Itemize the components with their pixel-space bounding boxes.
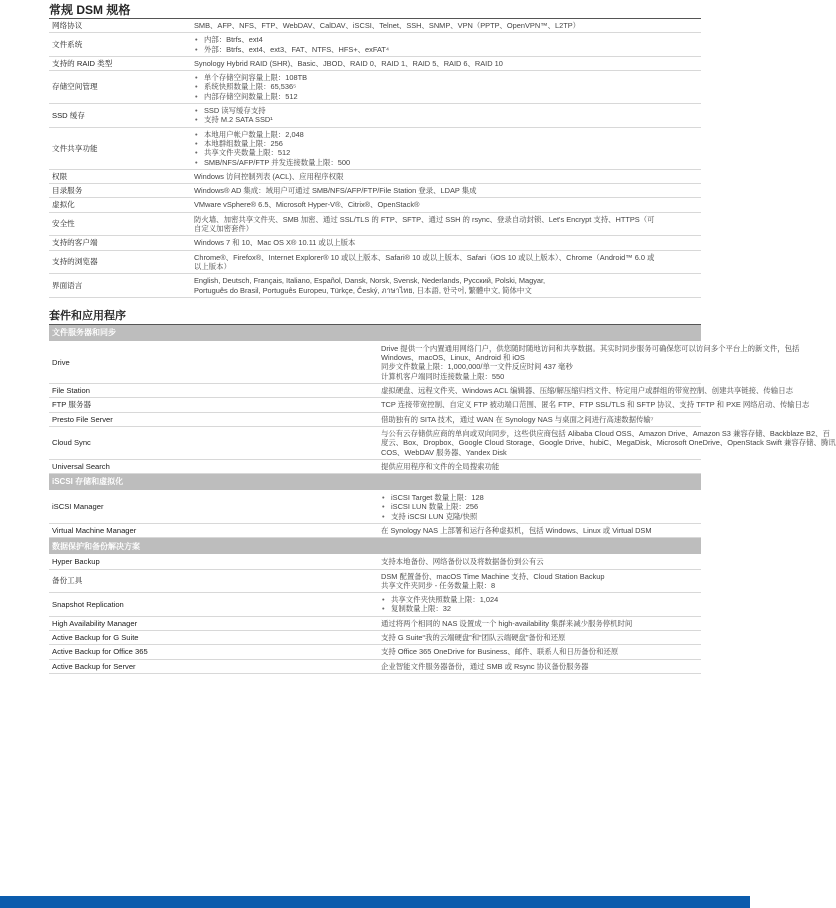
spec-text-line: Windows 访问控制列表 (ACL)、应用程序权限 (194, 171, 344, 181)
spec-row (49, 569, 701, 593)
spec-text-line: TCP 连接带宽控制、自定义 FTP 被动端口范围、匿名 FTP、FTP SSL/TLS 和 SFTP 协议、支持 TFTP 和 PXE 网络启动、传输日志 (381, 400, 810, 410)
spec-row (49, 555, 701, 569)
spec-row (49, 274, 701, 298)
spec-value (375, 491, 701, 524)
category-header (49, 538, 701, 555)
spec-row (49, 212, 701, 236)
spec-label: 备份工具 (49, 569, 375, 593)
spec-text-line: 企业智能文件服务器备份，通过 SMB 或 Rsync 协议备份服务器 (381, 661, 589, 671)
spec-text-line: 与公有云存储供应商的单向或双向同步，这些供应商包括 Alibaba Cloud OSS、Amazon Drive、Amazon S3 兼容存储、Backblaze B2、百 (381, 428, 830, 438)
spec-row (49, 523, 701, 537)
spec-value (188, 104, 701, 128)
spec-bullet: • 共享文件夹快照数量上限：1,024 (391, 595, 699, 604)
spec-label: SSD 缓存 (49, 104, 188, 128)
spec-value (375, 523, 701, 537)
spec-label: 安全性 (49, 212, 188, 236)
spec-value (188, 212, 701, 236)
spec-bullet-list (194, 35, 699, 54)
spec-text-line: 虚拟硬盘、远程文件夹、Windows ACL 编辑器、压缩/解压缩归档文件、特定用户或群组的带宽控制、创建共享链接、传输日志 (381, 386, 793, 396)
spec-row (49, 71, 701, 104)
spec-text-line: 支持 Office 365 OneDrive for Business、邮件、联系人和日历备份和还原 (381, 647, 619, 657)
spec-bullet: • 内部存储空间数量上限：512 (204, 92, 699, 101)
spec-row (49, 56, 701, 70)
spec-text-line: Drive 提供一个内置通用网络门户，供您随时随地访问和共享数据。其实时同步服务可确保您可以访问多个平台上的新文件，包括 (381, 343, 800, 353)
spec-value (188, 71, 701, 104)
category-label: 数据保护和备份解决方案 (49, 538, 701, 555)
spec-label: 权限 (49, 169, 188, 183)
spec-bullet: • 系统快照数量上限：65,536⁵ (204, 82, 699, 91)
spec-row (49, 593, 701, 617)
spec-value (188, 33, 701, 57)
spec-text-line: Windows、macOS、Linux、Android 和 iOS (381, 353, 525, 363)
spec-value (188, 127, 701, 169)
spec-value (375, 645, 701, 659)
spec-label: 文件共享功能 (49, 127, 188, 169)
spec-label: Universal Search (49, 459, 375, 473)
spec-row (49, 184, 701, 198)
section-title-general-dsm: 常规 DSM 规格 (49, 3, 131, 17)
spec-value (188, 236, 701, 250)
spec-bullet-list (194, 106, 699, 125)
spec-text-line: 以上版本） (194, 261, 231, 271)
spec-page (49, 0, 836, 674)
category-header (49, 325, 701, 342)
spec-row (49, 398, 701, 412)
spec-label: 界面语言 (49, 274, 188, 298)
spec-value (375, 569, 701, 593)
spec-bullet: • 复制数量上限：32 (391, 604, 699, 613)
category-label: iSCSI 存储和虚拟化 (49, 474, 701, 491)
spec-text-line: Chrome®、Firefox®、Internet Explorer® 10 或以上版本、Safari® 10 或以上版本、Safari（iOS 10 或以上版本）、Chrome（Android™ 6.0 或 (194, 252, 655, 262)
spec-label: Cloud Sync (49, 426, 375, 459)
spec-text-line: DSM 配置备份、macOS Time Machine 支持、Cloud Station Backup (381, 571, 605, 581)
spec-bullet: • 外部：Btrfs、ext4、ext3、FAT、NTFS、HFS+、exFAT⁴ (204, 45, 699, 54)
spec-text-line: 支持 G Suite“我的云端硬盘”和“团队云端硬盘”备份和还原 (381, 633, 566, 643)
spec-row (49, 169, 701, 183)
spec-row (49, 127, 701, 169)
spec-label: Drive (49, 341, 375, 383)
spec-value (375, 616, 701, 630)
spec-value (188, 198, 701, 212)
spec-label: 支持的浏览器 (49, 250, 188, 274)
spec-row (49, 426, 701, 459)
spec-label: 文件系统 (49, 33, 188, 57)
spec-row (49, 491, 701, 524)
spec-row (49, 33, 701, 57)
spec-bullet-list (381, 595, 699, 614)
spec-text-line: Windows 7 和 10、Mac OS X® 10.11 或以上版本 (194, 238, 356, 248)
spec-value (188, 19, 701, 33)
spec-label: 存储空间管理 (49, 71, 188, 104)
spec-text-line: 防火墙、加密共享文件夹、SMB 加密、通过 SSL/TLS 的 FTP、SFTP、通过 SSH 的 rsync、登录自动封锁、Let's Encrypt 支持、HTTPS（可 (194, 214, 655, 224)
spec-value (188, 184, 701, 198)
spec-label: High Availability Manager (49, 616, 375, 630)
spec-text-line: 同步文件数量上限：1,000,000/单一文件反应时间 437 毫秒 (381, 362, 573, 372)
spec-label: File Station (49, 384, 375, 398)
spec-bullet: • iSCSI LUN 数量上限：256 (391, 502, 699, 511)
spec-bullet-list (194, 73, 699, 101)
spec-label: FTP 服务器 (49, 398, 375, 412)
spec-text-line: 借助独有的 SITA 技术，通过 WAN 在 Synology NAS 与桌面之间进行高速数据传输⁷ (381, 414, 654, 424)
category-header (49, 474, 701, 491)
spec-text-line: English, Deutsch, Français, Italiano, Español, Dansk, Norsk, Svensk, Nederlands, Русский, Polski, Magyar, (194, 276, 546, 286)
spec-row (49, 250, 701, 274)
category-label: 文件服务器和同步 (49, 325, 701, 342)
spec-label: 虚拟化 (49, 198, 188, 212)
spec-text-line: 提供应用程序和文件的全局搜索功能 (381, 461, 500, 471)
spec-value (188, 169, 701, 183)
spec-bullet: • 本地群组数量上限：256 (204, 139, 699, 148)
spec-text-line: 共享文件夹同步 - 任务数量上限：8 (381, 580, 496, 590)
spec-text-line: 支持本地备份、网络备份以及将数据备份到公有云 (381, 557, 544, 567)
spec-bullet: • 共享文件夹数量上限：512 (204, 148, 699, 157)
spec-text-line: 计算机客户端同时连接数量上限：550 (381, 371, 505, 381)
spec-label: Active Backup for Server (49, 659, 375, 673)
spec-label: 网络协议 (49, 19, 188, 33)
spec-text-line: SMB、AFP、NFS、FTP、WebDAV、CalDAV、iSCSI、Telnet、SSH、SNMP、VPN（PPTP、OpenVPN™、L2TP） (194, 21, 581, 30)
spec-bullet: • 内部：Btrfs、ext4 (204, 35, 699, 44)
spec-value (188, 56, 701, 70)
spec-text-line: VMware vSphere® 6.5、Microsoft Hyper-V®、Citrix®、OpenStack® (194, 200, 420, 210)
spec-value (188, 250, 701, 274)
spec-text-line: Windows® AD 集成：域用户可通过 SMB/NFS/AFP/FTP/File Station 登录、LDAP 集成 (194, 186, 477, 196)
spec-value (375, 384, 793, 398)
spec-row (49, 236, 701, 250)
spec-text-line: Português do Brasil, Português Europeu, Türkçe, Český, ภาษาไทย, 日本語, 한국어, 繁體中文, 简体中文 (194, 285, 532, 295)
spec-bullet: • 单个存储空间容量上限：108TB (204, 73, 699, 82)
spec-label: Snapshot Replication (49, 593, 375, 617)
spec-row (49, 631, 701, 645)
spec-label: Virtual Machine Manager (49, 523, 375, 537)
spec-bullet: • 支持 M.2 SATA SSD¹ (204, 115, 699, 124)
spec-value (375, 659, 701, 673)
spec-value (375, 555, 701, 569)
spec-label: Hyper Backup (49, 555, 375, 569)
spec-value (375, 341, 800, 383)
spec-bullet: • 支持 iSCSI LUN 克隆/快照 (391, 512, 699, 521)
spec-text-line: 度云、Box、Dropbox、Google Cloud Storage、Google Drive、hubiC、MegaDisk、Microsoft OneDrive、OpenStack Swift 兼容存储、腾讯 (381, 438, 836, 448)
spec-value (188, 274, 701, 298)
spec-row (49, 459, 701, 473)
spec-value (375, 631, 701, 645)
spec-row (49, 645, 701, 659)
spec-row (49, 341, 701, 383)
spec-label: 支持的客户端 (49, 236, 188, 250)
spec-value (375, 398, 810, 412)
spec-value (375, 459, 701, 473)
spec-value (375, 412, 701, 426)
spec-row (49, 412, 701, 426)
spec-value (375, 593, 701, 617)
spec-row (49, 104, 701, 128)
spec-label: iSCSI Manager (49, 491, 375, 524)
spec-row (49, 198, 701, 212)
spec-bullet-list (381, 493, 699, 521)
general-spec-table (49, 19, 701, 298)
spec-row (49, 659, 701, 673)
spec-value (375, 426, 836, 459)
spec-text-line: Synology Hybrid RAID (SHR)、Basic、JBOD、RAID 0、RAID 1、RAID 5、RAID 6、RAID 10 (194, 58, 503, 68)
spec-row (49, 616, 701, 630)
spec-bullet: • SMB/NFS/AFP/FTP 并发连接数量上限：500 (204, 158, 699, 167)
spec-text-line: 自定义加密套件） (194, 224, 254, 234)
spec-text-line: 在 Synology NAS 上部署和运行各种虚拟机，包括 Windows、Linux 或 Virtual DSM (381, 525, 652, 535)
spec-label: 支持的 RAID 类型 (49, 56, 188, 70)
spec-bullet-list (194, 130, 699, 167)
spec-text-line: 通过将两个相同的 NAS 设置成一个 high-availability 集群来减少服务停机时间 (381, 618, 633, 628)
section-title-packages: 套件和应用程序 (49, 309, 126, 322)
spec-bullet: • iSCSI Target 数量上限：128 (391, 493, 699, 502)
spec-text-line: COS、WebDAV 服务器、Yandex Disk (381, 447, 507, 457)
packages-spec-table (49, 325, 836, 674)
spec-label: Active Backup for G Suite (49, 631, 375, 645)
spec-row (49, 19, 701, 33)
footer-bar (0, 896, 750, 908)
spec-label: Presto File Server (49, 412, 375, 426)
spec-label: Active Backup for Office 365 (49, 645, 375, 659)
spec-label: 目录服务 (49, 184, 188, 198)
spec-bullet: • SSD 读写缓存支持 (204, 106, 699, 115)
spec-row (49, 384, 701, 398)
spec-bullet: • 本地用户帐户数量上限：2,048 (204, 130, 699, 139)
